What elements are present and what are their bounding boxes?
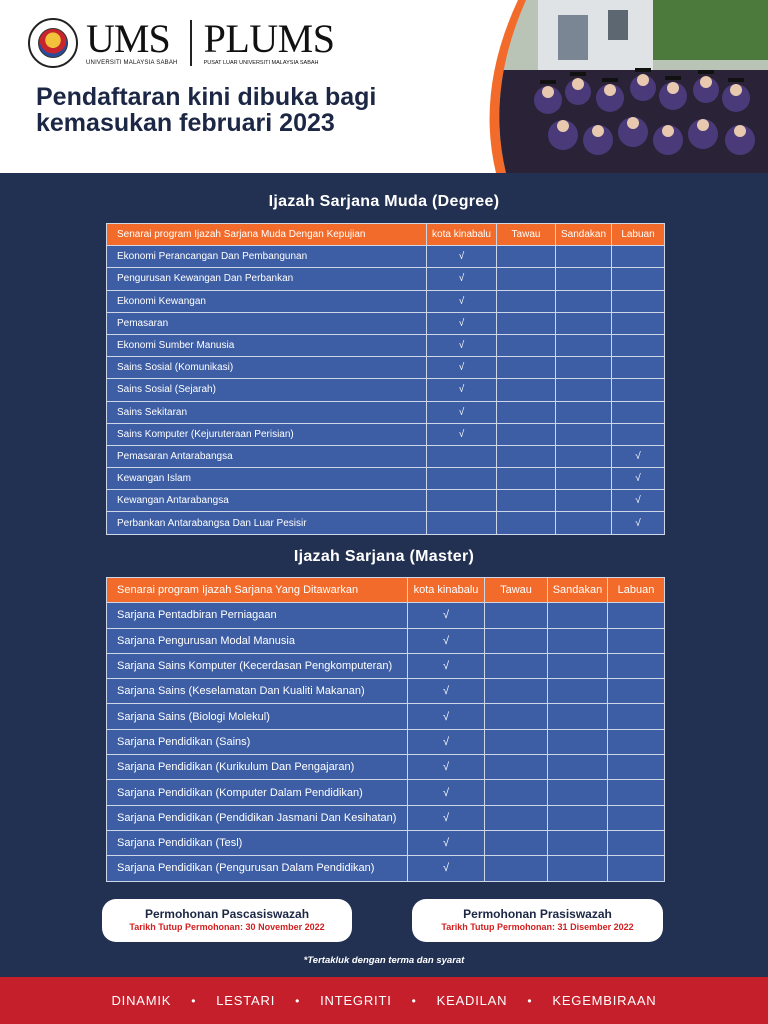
kota-kinabalu-mark-cell: √ (427, 401, 497, 423)
tawau-mark-cell (497, 379, 556, 401)
postgrad-deadline: Tarikh Tutup Permohonan: 30 November 2022 (129, 922, 325, 932)
tawau-mark-cell (485, 780, 548, 805)
master-programs-table (106, 577, 665, 882)
sandakan-mark-cell (556, 401, 612, 423)
sandakan-mark-cell (548, 856, 608, 881)
table-row (107, 246, 665, 268)
program-name-cell: Sarjana Sains (Biologi Molekul) (107, 704, 408, 729)
table-row (107, 729, 665, 754)
kota-kinabalu-mark-cell: √ (427, 268, 497, 290)
labuan-mark-cell (608, 628, 665, 653)
column-header-kota-kinabalu: kota kinabalu (427, 224, 497, 246)
table-row (107, 334, 665, 356)
tawau-mark-cell (497, 312, 556, 334)
plums-logo (203, 16, 335, 66)
labuan-mark-cell (608, 856, 665, 881)
tawau-mark-cell (497, 512, 556, 534)
footer-value-2: LESTARI (216, 993, 276, 1008)
program-name-cell: Sarjana Pendidikan (Komputer Dalam Pendidikan) (107, 780, 408, 805)
labuan-mark-cell (612, 268, 665, 290)
sandakan-mark-cell (548, 704, 608, 729)
program-name-cell: Sains Komputer (Kejuruteraan Perisian) (107, 423, 427, 445)
kota-kinabalu-mark-cell: √ (408, 805, 485, 830)
table-row (107, 704, 665, 729)
kota-kinabalu-mark-cell: √ (427, 312, 497, 334)
table-row (107, 312, 665, 334)
logo-divider (190, 20, 192, 66)
column-header-program: Senarai program Ijazah Sarjana Muda Dengan Kepujian (107, 224, 427, 246)
labuan-mark-cell (612, 312, 665, 334)
program-name-cell: Ekonomi Sumber Manusia (107, 334, 427, 356)
labuan-mark-cell (608, 755, 665, 780)
kota-kinabalu-mark-cell: √ (408, 856, 485, 881)
postgrad-application-button[interactable] (102, 899, 352, 942)
plums-subtitle: PUSAT LUAR UNIVERSITI MALAYSIA SABAH (203, 60, 319, 66)
kota-kinabalu-mark-cell: √ (408, 628, 485, 653)
column-header-labuan: Labuan (612, 224, 665, 246)
table-row (107, 468, 665, 490)
tawau-mark-cell (485, 755, 548, 780)
sandakan-mark-cell (556, 246, 612, 268)
header (0, 0, 768, 173)
sandakan-mark-cell (548, 679, 608, 704)
kota-kinabalu-mark-cell: √ (427, 423, 497, 445)
program-name-cell: Sarjana Pendidikan (Sains) (107, 729, 408, 754)
labuan-mark-cell (612, 379, 665, 401)
program-name-cell: Pengurusan Kewangan Dan Perbankan (107, 268, 427, 290)
table-row (107, 268, 665, 290)
program-name-cell: Sarjana Pendidikan (Kurikulum Dan Pengajaran) (107, 755, 408, 780)
program-name-cell: Ekonomi Kewangan (107, 290, 427, 312)
ums-seal-logo (28, 18, 78, 68)
footer-separator: • (411, 993, 417, 1008)
ums-logo (86, 16, 178, 66)
degree-section-title: Ijazah Sarjana Muda (Degree) (268, 193, 500, 210)
kota-kinabalu-mark-cell: √ (408, 780, 485, 805)
kota-kinabalu-mark-cell: √ (427, 246, 497, 268)
kota-kinabalu-mark-cell: √ (427, 357, 497, 379)
labuan-mark-cell (608, 780, 665, 805)
tawau-mark-cell (485, 729, 548, 754)
tawau-mark-cell (497, 268, 556, 290)
sandakan-mark-cell (548, 805, 608, 830)
program-name-cell: Sarjana Pengurusan Modal Manusia (107, 628, 408, 653)
kota-kinabalu-mark-cell: √ (408, 679, 485, 704)
labuan-mark-cell (608, 704, 665, 729)
program-name-cell: Pemasaran Antarabangsa (107, 445, 427, 467)
tawau-mark-cell (485, 805, 548, 830)
labuan-mark-cell: √ (612, 512, 665, 534)
table-row (107, 290, 665, 312)
table-row (107, 780, 665, 805)
kota-kinabalu-mark-cell: √ (427, 290, 497, 312)
labuan-mark-cell (612, 246, 665, 268)
table-row (107, 379, 665, 401)
program-name-cell: Kewangan Antarabangsa (107, 490, 427, 512)
column-header-tawau: Tawau (497, 224, 556, 246)
table-row (107, 805, 665, 830)
degree-programs-table (106, 223, 665, 535)
ums-subtitle: UNIVERSITI MALAYSIA SABAH (86, 60, 178, 66)
labuan-mark-cell (612, 357, 665, 379)
degree-table-body (107, 246, 665, 534)
undergrad-deadline: Tarikh Tutup Permohonan: 31 Disember 2022 (441, 922, 634, 932)
table-header-row (107, 224, 665, 246)
footer-separator: • (295, 993, 301, 1008)
sandakan-mark-cell (548, 603, 608, 628)
table-row (107, 401, 665, 423)
tawau-mark-cell (485, 856, 548, 881)
sandakan-mark-cell (548, 653, 608, 678)
sandakan-mark-cell (556, 423, 612, 445)
tawau-mark-cell (485, 603, 548, 628)
postgrad-application-title: Permohonan Pascasiswazah (144, 907, 310, 921)
program-name-cell: Sarjana Pendidikan (Pengurusan Dalam Pendidikan) (107, 856, 408, 881)
tawau-mark-cell (497, 246, 556, 268)
labuan-mark-cell (612, 290, 665, 312)
tawau-mark-cell (497, 401, 556, 423)
program-name-cell: Sarjana Pendidikan (Pendidikan Jasmani Dan Kesihatan) (107, 805, 408, 830)
program-name-cell: Pemasaran (107, 312, 427, 334)
tawau-mark-cell (497, 445, 556, 467)
labuan-mark-cell (608, 830, 665, 855)
table-row (107, 830, 665, 855)
kota-kinabalu-mark-cell: √ (427, 334, 497, 356)
column-header-kota-kinabalu: kota kinabalu (408, 578, 485, 603)
master-section-title: Ijazah Sarjana (Master) (293, 548, 475, 565)
crest-icon (38, 28, 68, 58)
table-row (107, 490, 665, 512)
program-name-cell: Sains Sosial (Sejarah) (107, 379, 427, 401)
program-name-cell: Sarjana Sains (Keselamatan Dan Kualiti Makanan) (107, 679, 408, 704)
table-header-row (107, 578, 665, 603)
column-header-labuan: Labuan (608, 578, 665, 603)
labuan-mark-cell (612, 334, 665, 356)
table-row (107, 512, 665, 534)
tawau-mark-cell (497, 423, 556, 445)
kota-kinabalu-mark-cell (427, 490, 497, 512)
labuan-mark-cell (612, 423, 665, 445)
table-row (107, 357, 665, 379)
footer-value-4: KEADILAN (436, 993, 508, 1008)
program-name-cell: Sarjana Pentadbiran Perniagaan (107, 603, 408, 628)
tawau-mark-cell (485, 628, 548, 653)
sandakan-mark-cell (556, 290, 612, 312)
program-name-cell: Ekonomi Perancangan Dan Pembangunan (107, 246, 427, 268)
sandakan-mark-cell (548, 830, 608, 855)
sandakan-mark-cell (548, 729, 608, 754)
labuan-mark-cell: √ (612, 445, 665, 467)
ums-name: UMS (86, 16, 170, 61)
sandakan-mark-cell (556, 379, 612, 401)
table-row (107, 603, 665, 628)
kota-kinabalu-mark-cell (427, 445, 497, 467)
sandakan-mark-cell (548, 628, 608, 653)
tawau-mark-cell (497, 334, 556, 356)
table-row (107, 653, 665, 678)
table-row (107, 856, 665, 881)
table-row (107, 423, 665, 445)
footer-value-1: DINAMIK (111, 993, 172, 1008)
labuan-mark-cell: √ (612, 468, 665, 490)
kota-kinabalu-mark-cell: √ (408, 830, 485, 855)
table-row (107, 679, 665, 704)
tawau-mark-cell (497, 468, 556, 490)
column-header-tawau: Tawau (485, 578, 548, 603)
sandakan-mark-cell (548, 780, 608, 805)
footer-values-bar (0, 977, 768, 1024)
table-row (107, 628, 665, 653)
sandakan-mark-cell (556, 445, 612, 467)
program-name-cell: Sains Sosial (Komunikasi) (107, 357, 427, 379)
sandakan-mark-cell (556, 512, 612, 534)
program-name-cell: Kewangan Islam (107, 468, 427, 490)
column-header-sandakan: Sandakan (548, 578, 608, 603)
page-headline: Pendaftaran kini dibuka bagi kemasukan februari 2023 (36, 83, 377, 137)
kota-kinabalu-mark-cell: √ (427, 379, 497, 401)
tawau-mark-cell (485, 679, 548, 704)
plums-name: PLUMS (203, 16, 335, 61)
logo-group (28, 18, 334, 68)
sandakan-mark-cell (556, 312, 612, 334)
undergrad-application-title: Permohonan Prasiswazah (463, 907, 612, 921)
footer-value-3: INTEGRITI (320, 993, 392, 1008)
labuan-mark-cell (608, 603, 665, 628)
table-row (107, 755, 665, 780)
labuan-mark-cell (608, 729, 665, 754)
kota-kinabalu-mark-cell (427, 468, 497, 490)
program-name-cell: Sarjana Sains Komputer (Kecerdasan Pengkomputeran) (107, 653, 408, 678)
kota-kinabalu-mark-cell: √ (408, 729, 485, 754)
sandakan-mark-cell (556, 357, 612, 379)
tawau-mark-cell (485, 704, 548, 729)
sandakan-mark-cell (548, 755, 608, 780)
graduates-photo-graphic (478, 0, 768, 173)
undergrad-application-button[interactable] (412, 899, 663, 942)
kota-kinabalu-mark-cell: √ (408, 755, 485, 780)
labuan-mark-cell (608, 805, 665, 830)
footer-separator: • (191, 993, 197, 1008)
labuan-mark-cell: √ (612, 490, 665, 512)
master-table-body (107, 603, 665, 881)
terms-note: *Tertakluk dengan terma dan syarat (303, 955, 465, 966)
tawau-mark-cell (497, 357, 556, 379)
sandakan-mark-cell (556, 334, 612, 356)
tawau-mark-cell (497, 490, 556, 512)
tawau-mark-cell (485, 653, 548, 678)
sandakan-mark-cell (556, 468, 612, 490)
footer-value-5: KEGEMBIRAAN (552, 993, 657, 1008)
kota-kinabalu-mark-cell (427, 512, 497, 534)
table-row (107, 445, 665, 467)
column-header-program: Senarai program Ijazah Sarjana Yang Ditawarkan (107, 578, 408, 603)
labuan-mark-cell (608, 653, 665, 678)
program-name-cell: Perbankan Antarabangsa Dan Luar Pesisir (107, 512, 427, 534)
footer-separator: • (527, 993, 533, 1008)
sandakan-mark-cell (556, 490, 612, 512)
tawau-mark-cell (485, 830, 548, 855)
kota-kinabalu-mark-cell: √ (408, 603, 485, 628)
labuan-mark-cell (608, 679, 665, 704)
sandakan-mark-cell (556, 268, 612, 290)
tawau-mark-cell (497, 290, 556, 312)
labuan-mark-cell (612, 401, 665, 423)
column-header-sandakan: Sandakan (556, 224, 612, 246)
program-name-cell: Sains Sekitaran (107, 401, 427, 423)
kota-kinabalu-mark-cell: √ (408, 704, 485, 729)
program-name-cell: Sarjana Pendidikan (Tesl) (107, 830, 408, 855)
kota-kinabalu-mark-cell: √ (408, 653, 485, 678)
graduates-photo (478, 0, 768, 173)
